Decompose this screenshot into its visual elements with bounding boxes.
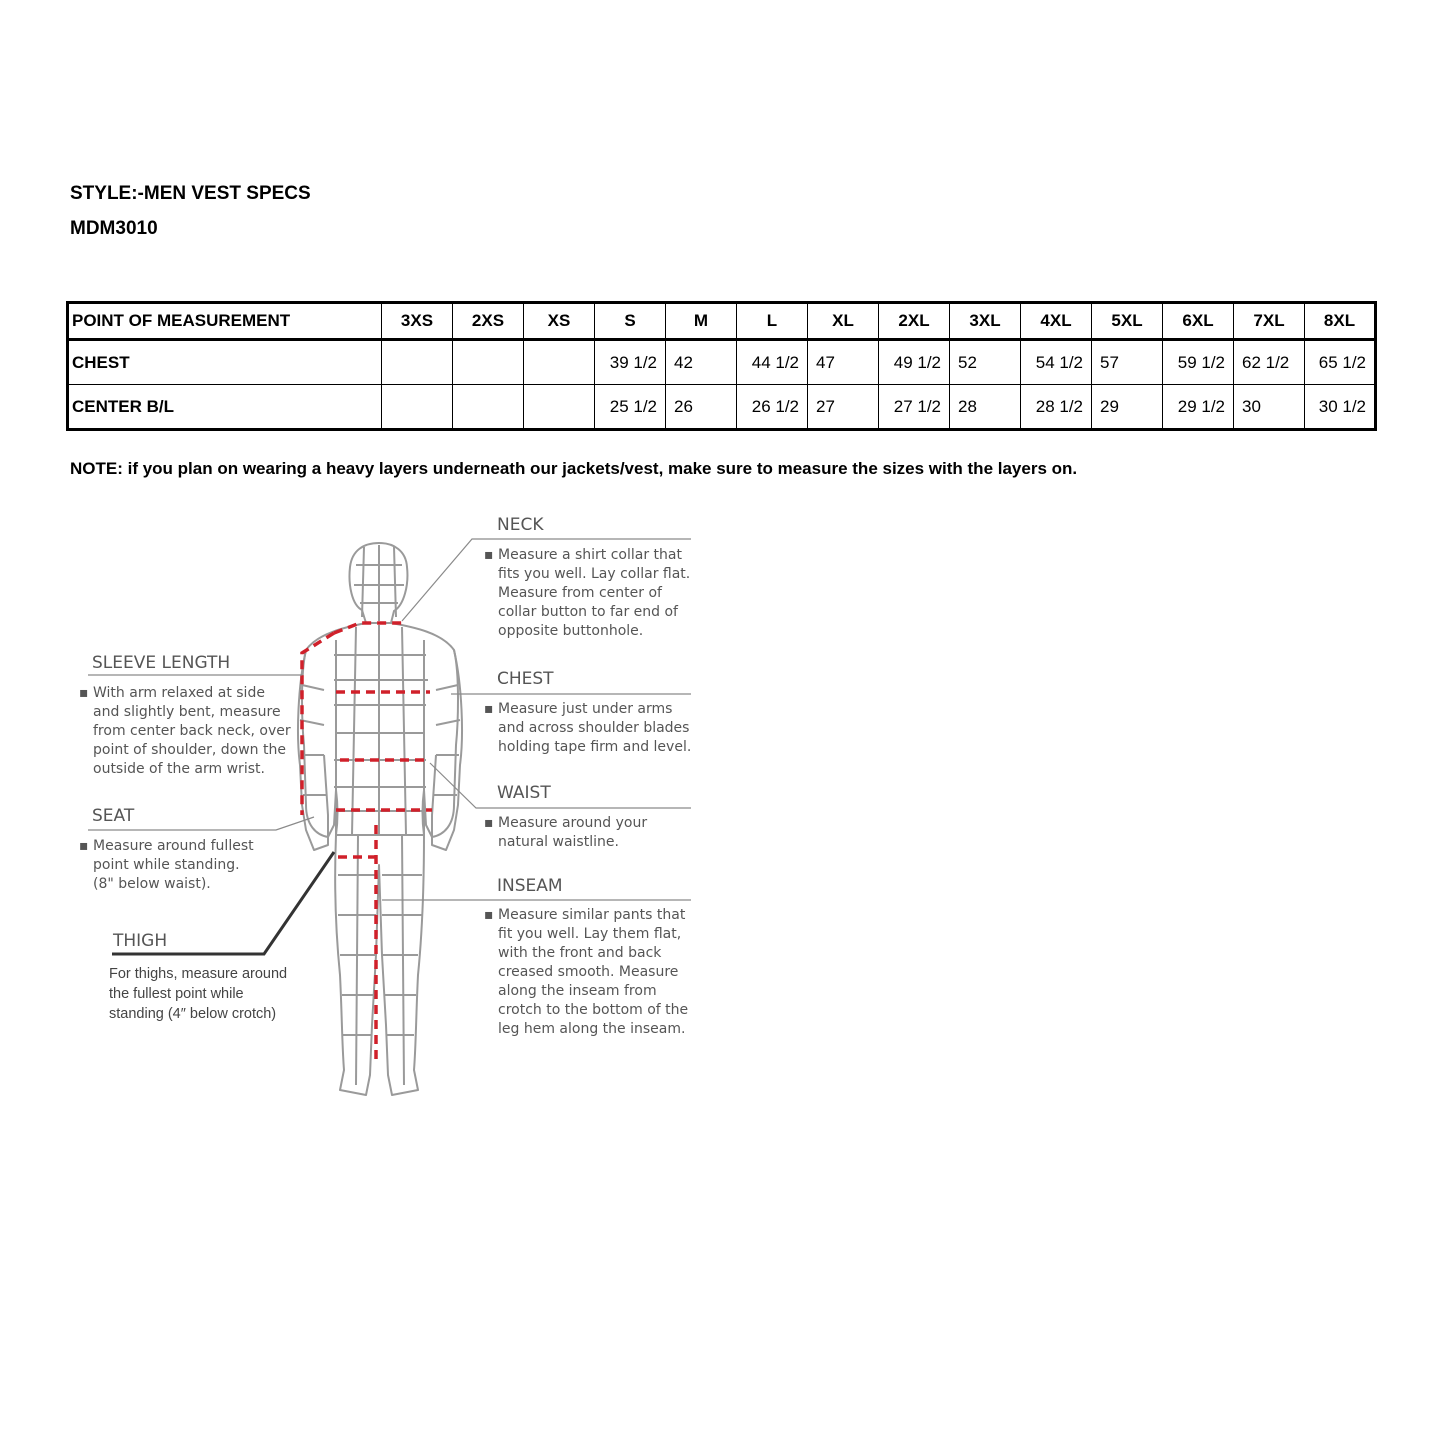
table-cell: 30 1/2 bbox=[1305, 385, 1376, 430]
sleeve-text: outside of the arm wrist. bbox=[93, 761, 265, 777]
neck-text: fits you well. Lay collar flat. bbox=[498, 566, 691, 582]
sleeve-text: With arm relaxed at side bbox=[93, 685, 265, 701]
row-label: CHEST bbox=[68, 340, 382, 385]
table-header-cell: 5XL bbox=[1092, 303, 1163, 340]
neck-text: collar button to far end of bbox=[498, 604, 678, 620]
waist-title: WAIST bbox=[497, 783, 551, 803]
chest-text: holding tape firm and level. bbox=[498, 739, 692, 755]
table-header-cell: 4XL bbox=[1021, 303, 1092, 340]
seat-text: point while standing. bbox=[93, 857, 240, 873]
style-title: STYLE:-MEN VEST SPECS bbox=[70, 183, 311, 204]
table-header-cell: 6XL bbox=[1163, 303, 1234, 340]
bullet-icon: ▪ bbox=[484, 547, 494, 563]
table-cell: 28 bbox=[950, 385, 1021, 430]
bullet-icon: ▪ bbox=[484, 815, 494, 831]
size-chart-table bbox=[66, 301, 1377, 431]
table-cell: 25 1/2 bbox=[595, 385, 666, 430]
table-header-cell: 8XL bbox=[1305, 303, 1376, 340]
waist-text: natural waistline. bbox=[498, 834, 619, 850]
table-header-cell: L bbox=[737, 303, 808, 340]
layering-note: NOTE: if you plan on wearing a heavy layers underneath our jackets/vest, make sure to measure the sizes with the layers on. bbox=[70, 459, 1078, 478]
table-header-cell: 3XS bbox=[382, 303, 453, 340]
table-cell: 26 bbox=[666, 385, 737, 430]
model-number: MDM3010 bbox=[70, 218, 158, 239]
table-row bbox=[68, 385, 1376, 430]
table-cell: 30 bbox=[1234, 385, 1305, 430]
table-cell bbox=[453, 385, 524, 430]
table-cell: 42 bbox=[666, 340, 737, 385]
table-header-cell: S bbox=[595, 303, 666, 340]
table-cell: 44 1/2 bbox=[737, 340, 808, 385]
thigh-title: THIGH bbox=[113, 931, 168, 951]
table-header-cell: 3XL bbox=[950, 303, 1021, 340]
table-cell: 49 1/2 bbox=[879, 340, 950, 385]
seat-text: (8" below waist). bbox=[93, 876, 211, 892]
bullet-icon: ▪ bbox=[484, 907, 494, 923]
thigh-text: the fullest point while bbox=[109, 986, 244, 1002]
sleeve-title: SLEEVE LENGTH bbox=[92, 653, 231, 673]
inseam-text: along the inseam from bbox=[498, 983, 657, 999]
table-header-cell: XS bbox=[524, 303, 595, 340]
table-header-cell: XL bbox=[808, 303, 879, 340]
neck-text: Measure a shirt collar that bbox=[498, 547, 682, 563]
table-cell: 27 1/2 bbox=[879, 385, 950, 430]
seat-title: SEAT bbox=[92, 806, 135, 826]
seat-text: Measure around fullest bbox=[93, 838, 254, 854]
chest-title: CHEST bbox=[497, 669, 554, 689]
table-header-cell: 2XL bbox=[879, 303, 950, 340]
table-cell: 59 1/2 bbox=[1163, 340, 1234, 385]
neck-text: Measure from center of bbox=[498, 585, 662, 601]
chest-text: Measure just under arms bbox=[498, 701, 673, 717]
table-cell bbox=[382, 385, 453, 430]
chest-text: and across shoulder blades bbox=[498, 720, 690, 736]
table-cell: 29 1/2 bbox=[1163, 385, 1234, 430]
neck-title: NECK bbox=[497, 515, 544, 535]
table-header-cell: 2XS bbox=[453, 303, 524, 340]
inseam-text: Measure similar pants that bbox=[498, 907, 686, 923]
table-cell bbox=[382, 340, 453, 385]
table-cell: 65 1/2 bbox=[1305, 340, 1376, 385]
bullet-icon: ▪ bbox=[79, 838, 89, 854]
table-header-cell: M bbox=[666, 303, 737, 340]
table-cell: 47 bbox=[808, 340, 879, 385]
inseam-title: INSEAM bbox=[497, 876, 563, 896]
inseam-text: fit you well. Lay them flat, bbox=[498, 926, 682, 942]
table-header-row bbox=[68, 303, 1376, 340]
table-row bbox=[68, 340, 1376, 385]
neck-text: opposite buttonhole. bbox=[498, 623, 644, 639]
row-label: CENTER B/L bbox=[68, 385, 382, 430]
bullet-icon: ▪ bbox=[79, 685, 89, 701]
table-cell: 27 bbox=[808, 385, 879, 430]
bullet-icon: ▪ bbox=[484, 701, 494, 717]
table-cell bbox=[524, 385, 595, 430]
body-figure bbox=[298, 543, 462, 1095]
inseam-text: crotch to the bottom of the bbox=[498, 1002, 689, 1018]
waist-text: Measure around your bbox=[498, 815, 648, 831]
table-cell: 29 bbox=[1092, 385, 1163, 430]
thigh-text: standing (4″ below crotch) bbox=[109, 1006, 277, 1022]
inseam-text: with the front and back bbox=[498, 945, 662, 961]
table-cell: 54 1/2 bbox=[1021, 340, 1092, 385]
table-cell: 39 1/2 bbox=[595, 340, 666, 385]
table-cell bbox=[453, 340, 524, 385]
table-cell: 62 1/2 bbox=[1234, 340, 1305, 385]
inseam-text: creased smooth. Measure bbox=[498, 964, 679, 980]
sleeve-text: from center back neck, over bbox=[93, 723, 291, 739]
measurement-diagram bbox=[66, 505, 706, 1105]
sleeve-text: and slightly bent, measure bbox=[93, 704, 281, 720]
thigh-text: For thighs, measure around bbox=[109, 966, 288, 982]
table-header-cell: POINT OF MEASUREMENT bbox=[68, 303, 382, 340]
table-cell: 28 1/2 bbox=[1021, 385, 1092, 430]
table-cell bbox=[524, 340, 595, 385]
sleeve-text: point of shoulder, down the bbox=[93, 742, 286, 758]
table-cell: 26 1/2 bbox=[737, 385, 808, 430]
table-cell: 57 bbox=[1092, 340, 1163, 385]
table-header-cell: 7XL bbox=[1234, 303, 1305, 340]
inseam-text: leg hem along the inseam. bbox=[498, 1021, 686, 1037]
table-cell: 52 bbox=[950, 340, 1021, 385]
